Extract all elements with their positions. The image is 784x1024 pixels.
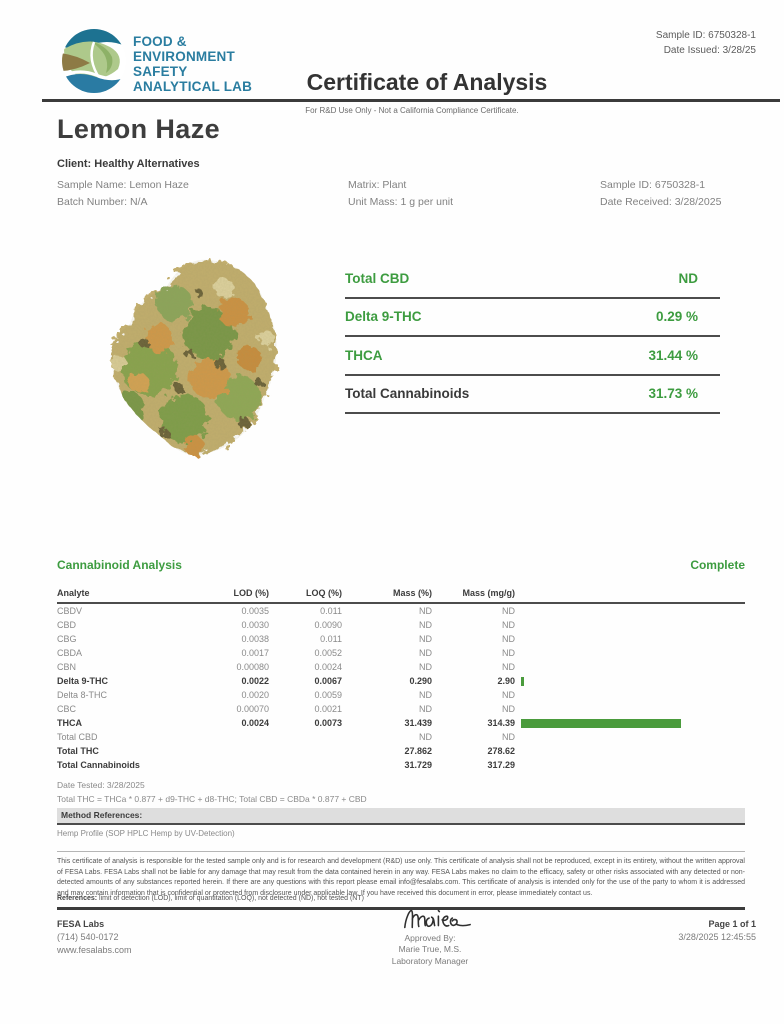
footer-phone: (714) 540-0172 bbox=[57, 932, 119, 943]
analysis-cell-mass_pct: ND bbox=[419, 690, 432, 700]
summary-row bbox=[345, 299, 720, 338]
footer-lab-name: FESA Labs bbox=[57, 919, 105, 929]
batch-number: Batch Number: N/A bbox=[57, 196, 148, 208]
analysis-cell-loq: 0.0067 bbox=[314, 676, 342, 686]
analysis-column-header: LOD (%) bbox=[233, 588, 269, 598]
analysis-cell-mass_mg: ND bbox=[502, 606, 515, 616]
analysis-cell-lod: 0.0024 bbox=[241, 718, 269, 728]
analysis-cell-loq: 0.0021 bbox=[314, 704, 342, 714]
sample-info-left bbox=[57, 177, 189, 211]
mass-bar bbox=[521, 677, 524, 686]
summary-row bbox=[345, 337, 720, 376]
summary-row bbox=[345, 260, 720, 299]
analysis-column-header: Mass (%) bbox=[392, 588, 432, 598]
analysis-cell-mass_mg: ND bbox=[502, 690, 515, 700]
date-tested: Date Tested: 3/28/2025 bbox=[57, 780, 145, 790]
analysis-cell-mass_pct: ND bbox=[419, 704, 432, 714]
summary-analyte-value: 31.73 % bbox=[648, 386, 698, 402]
analysis-cell-mass_mg: ND bbox=[502, 732, 515, 742]
analysis-cell-mass_pct: 27.862 bbox=[404, 746, 432, 756]
analysis-cell-analyte: Delta 8-THC bbox=[57, 690, 108, 700]
header-date-issued: Date Issued: 3/28/25 bbox=[663, 45, 756, 56]
analysis-cell-loq: 0.0052 bbox=[314, 648, 342, 658]
analysis-table-body bbox=[57, 604, 745, 772]
document-meta bbox=[656, 28, 756, 58]
analysis-cell-lod: 0.0035 bbox=[241, 606, 269, 616]
lab-name-line: FOOD & bbox=[133, 34, 187, 49]
analysis-row bbox=[57, 688, 745, 702]
analysis-cell-analyte: CBN bbox=[57, 662, 77, 672]
analysis-row bbox=[57, 730, 745, 744]
analysis-status-badge: Complete bbox=[690, 558, 745, 572]
summary-analyte-value: ND bbox=[678, 270, 698, 286]
analysis-cell-mass_pct: ND bbox=[419, 606, 432, 616]
analysis-cell-lod: 0.0020 bbox=[241, 690, 269, 700]
analysis-cell-lod: 0.00070 bbox=[236, 704, 269, 714]
analysis-cell-mass_mg: 314.39 bbox=[487, 718, 515, 728]
method-references-body: Hemp Profile (SOP HPLC Hemp by UV-Detection) bbox=[57, 829, 235, 838]
analysis-cell-mass_mg: 2.90 bbox=[497, 676, 515, 686]
lab-name-line: ANALYTICAL LAB bbox=[133, 79, 253, 95]
analysis-cell-analyte: Total CBD bbox=[57, 732, 98, 742]
analysis-cell-mass_pct: ND bbox=[419, 662, 432, 672]
analysis-section-title: Cannabinoid Analysis bbox=[57, 558, 182, 572]
analysis-cell-mass_pct: ND bbox=[419, 732, 432, 742]
summary-analyte-value: 31.44 % bbox=[648, 347, 698, 363]
approver-title: Laboratory Manager bbox=[391, 955, 469, 966]
references-line bbox=[57, 895, 745, 902]
analysis-cell-analyte: Total THC bbox=[57, 746, 99, 756]
method-references-header: Method References: bbox=[57, 808, 745, 825]
analysis-cell-mass_mg: ND bbox=[502, 634, 515, 644]
analysis-cell-loq: 0.0073 bbox=[314, 718, 342, 728]
summary-analyte-label: Total Cannabinoids bbox=[345, 386, 470, 402]
analysis-cell-analyte: CBG bbox=[57, 634, 77, 644]
totals-formula: Total THC = THCa * 0.877 + d9-THC + d8-THC; Total CBD = CBDa * 0.877 + CBD bbox=[57, 794, 367, 804]
analysis-cell-analyte: THCA bbox=[57, 718, 82, 728]
analysis-column-header: LOQ (%) bbox=[306, 588, 342, 598]
analysis-cell-mass_pct: ND bbox=[419, 648, 432, 658]
summary-table bbox=[345, 260, 720, 414]
analysis-cell-mass_mg: 317.29 bbox=[487, 760, 515, 770]
analysis-cell-mass_mg: ND bbox=[502, 648, 515, 658]
analysis-cell-lod: 0.0030 bbox=[241, 620, 269, 630]
analysis-cell-mass_pct: ND bbox=[419, 620, 432, 630]
analysis-row bbox=[57, 744, 745, 758]
analysis-cell-analyte: CBDV bbox=[57, 606, 83, 616]
analysis-cell-lod: 0.00080 bbox=[236, 662, 269, 672]
summary-analyte-label: Total CBD bbox=[345, 270, 410, 286]
certificate-title: Certificate of Analysis bbox=[306, 69, 548, 95]
lab-name-line: SAFETY bbox=[133, 64, 188, 80]
analysis-cell-mass_pct: 0.290 bbox=[409, 676, 432, 686]
footer-page-block bbox=[678, 918, 756, 944]
matrix: Matrix: Plant bbox=[348, 179, 407, 191]
analysis-cell-loq: 0.0059 bbox=[314, 690, 342, 700]
client-name: Client: Healthy Alternatives bbox=[57, 158, 200, 170]
analysis-cell-mass_mg: ND bbox=[502, 620, 515, 630]
analysis-table bbox=[57, 588, 745, 772]
analysis-cell-mass_pct: 31.439 bbox=[404, 718, 432, 728]
analysis-cell-mass_mg: ND bbox=[502, 704, 515, 714]
analysis-column-header: Mass (mg/g) bbox=[462, 588, 515, 598]
analysis-row bbox=[57, 758, 745, 772]
footer-website: www.fesalabs.com bbox=[57, 945, 132, 956]
lab-name-line: ENVIRONMENT bbox=[133, 49, 235, 65]
page-number: Page 1 of 1 bbox=[708, 919, 756, 929]
footer-lab-block bbox=[57, 918, 132, 957]
analysis-cell-mass_mg: ND bbox=[502, 662, 515, 672]
disclaimer-text: This certificate of analysis is responsible for the tested sample only and is for research and development (R&D) use only. This certificate of analysis shall not be reproduced, except in its entirety, without the written approval of FESA Labs. FESA Labs shall not be liable for any damage that may result from the data contained herein in any way. FESA Labs makes no claim to the efficacy, safety or other risks associated with any detected or non-detected amounts of any substances reported herein. If there are any questions with this report please email info@fesalabs.com. This certificate of analysis is intended only for the use of the party to whom it is addressed and may contain information that is confidential or protected from disclosure under applicable law. If you have received this document in error, please immediately contact us. bbox=[57, 858, 745, 897]
summary-analyte-label: Delta 9-THC bbox=[345, 309, 422, 325]
analysis-cell-loq: 0.011 bbox=[320, 634, 342, 644]
analysis-row bbox=[57, 618, 745, 632]
analysis-cell-mass_pct: 31.729 bbox=[404, 760, 432, 770]
analysis-row bbox=[57, 632, 745, 646]
analysis-cell-loq: 0.0024 bbox=[314, 662, 342, 672]
sample-title: Lemon Haze bbox=[57, 114, 221, 144]
analysis-cell-mass_pct: ND bbox=[419, 634, 432, 644]
mass-bar-cell bbox=[515, 677, 745, 686]
header-sample-id: Sample ID: 6750328-1 bbox=[655, 30, 756, 41]
signature-icon bbox=[385, 905, 475, 933]
summary-row bbox=[345, 376, 720, 415]
analysis-row bbox=[57, 646, 745, 660]
mass-bar-cell bbox=[515, 719, 745, 728]
summary-analyte-label: THCA bbox=[345, 347, 383, 363]
analysis-cell-loq: 0.011 bbox=[320, 606, 342, 616]
certificate-subtitle: For R&D Use Only - Not a California Compliance Certificate. bbox=[305, 106, 519, 115]
sample-info-right bbox=[600, 177, 721, 211]
analysis-row bbox=[57, 702, 745, 716]
analysis-header-row bbox=[57, 588, 745, 604]
analysis-row bbox=[57, 716, 745, 730]
references-body: limit of detection (LOD), limit of quantitation (LOQ), not detected (ND), not tested (NT) bbox=[97, 895, 364, 902]
analysis-cell-lod: 0.0022 bbox=[241, 676, 269, 686]
sample-id: Sample ID: 6750328-1 bbox=[600, 179, 706, 191]
analysis-cell-lod: 0.0017 bbox=[241, 648, 269, 658]
analysis-cell-loq: 0.0090 bbox=[314, 620, 342, 630]
unit-mass: Unit Mass: 1 g per unit bbox=[348, 196, 454, 208]
header-divider bbox=[42, 99, 780, 102]
analysis-cell-analyte: CBC bbox=[57, 704, 77, 714]
disclaimer-divider bbox=[57, 851, 745, 852]
analysis-row bbox=[57, 660, 745, 674]
sample-info-middle bbox=[348, 177, 453, 211]
analysis-cell-lod: 0.0038 bbox=[241, 634, 269, 644]
approved-by-label: Approved By: bbox=[404, 933, 456, 943]
report-timestamp: 3/28/2025 12:45:55 bbox=[678, 932, 756, 943]
sample-name: Sample Name: Lemon Haze bbox=[57, 179, 189, 191]
approver-name: Marie True, M.S. bbox=[398, 944, 462, 955]
summary-analyte-value: 0.29 % bbox=[655, 309, 698, 325]
references-label: References: bbox=[57, 895, 98, 902]
sample-photo bbox=[84, 248, 299, 468]
analysis-row bbox=[57, 674, 745, 688]
analysis-cell-analyte: Delta 9-THC bbox=[57, 676, 109, 686]
footer-approval-block bbox=[330, 905, 530, 967]
date-received: Date Received: 3/28/2025 bbox=[600, 196, 722, 208]
mass-bar bbox=[521, 719, 681, 728]
analysis-column-header: Analyte bbox=[57, 588, 90, 598]
analysis-cell-analyte: Total Cannabinoids bbox=[57, 760, 140, 770]
analysis-cell-mass_mg: 278.62 bbox=[487, 746, 515, 756]
analysis-cell-analyte: CBD bbox=[57, 620, 77, 630]
analysis-row bbox=[57, 604, 745, 618]
analysis-cell-analyte: CBDA bbox=[57, 648, 83, 658]
